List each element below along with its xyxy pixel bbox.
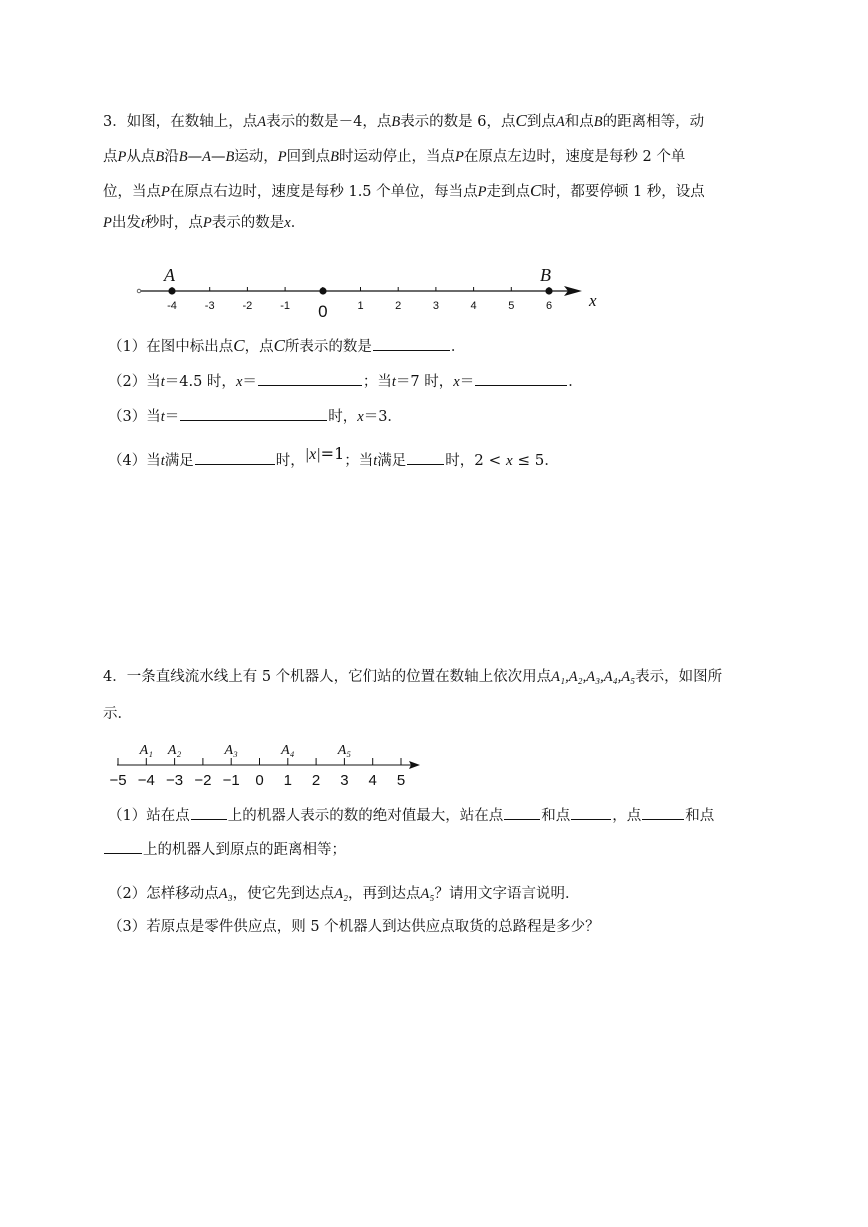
tick-label: −4 xyxy=(137,772,155,789)
point-label: A₁ xyxy=(139,743,154,758)
point-A-dot xyxy=(168,287,175,294)
tick-label: 5 xyxy=(508,300,515,312)
q4-sub-1-line-1: （1）站在点 上的机器人表示的数的绝对值最大，站在点 和点 ，点 和点 xyxy=(108,805,714,826)
axis-origin-circle xyxy=(137,289,141,293)
point-label: A₃ xyxy=(224,743,238,758)
tick-label: 2 xyxy=(311,772,321,789)
point-label: A₅ xyxy=(337,743,352,758)
tick-label: −3 xyxy=(166,772,184,789)
axis-x-label: x xyxy=(589,291,597,310)
tick-label: -2 xyxy=(242,300,253,312)
answer-blank[interactable] xyxy=(504,805,540,820)
answer-blank[interactable] xyxy=(407,450,444,465)
answer-blank[interactable] xyxy=(373,336,450,351)
tick-label: 3 xyxy=(340,772,349,789)
answer-blank[interactable] xyxy=(191,805,227,820)
tick-label: -4 xyxy=(167,300,177,312)
tick-label: 1 xyxy=(283,772,292,789)
answer-blank[interactable] xyxy=(180,406,327,421)
q3-stem-line-2: 点P从点B沿B—A—B运动，P回到点B时运动停止，当点P在原点左边时，速度是每秒 2 个单 xyxy=(103,149,686,165)
q3-stem-line-3: 位，当点P在原点右边时，速度是每秒 1.5 个单位，每当点P走到点C时，都要停顿 1 秒，设点 xyxy=(103,181,705,200)
q4-sub-1-line-2: 上的机器人到原点的距离相等； xyxy=(103,839,346,860)
point-B-label: B xyxy=(540,265,551,285)
q4-sub-3: （3）若原点是零件供应点，则 5 个机器人到达供应点取货的总路程是多少？ xyxy=(108,919,600,935)
point-label: A₄ xyxy=(281,743,295,758)
q4-sub-2: （2）怎样移动点A₃，使它先到达点A₂，再到达点A₅？请用文字语言说明． xyxy=(108,886,580,902)
q3-sub-2: （2）当t＝4.5 时，x＝ ；当t＝7 时，x＝ ． xyxy=(108,371,583,392)
q3-number-line xyxy=(0,262,868,322)
answer-blank[interactable] xyxy=(104,839,142,854)
q4-number-line xyxy=(0,735,868,795)
answer-blank[interactable] xyxy=(195,450,275,465)
tick-label: -3 xyxy=(204,300,215,312)
point-B-dot xyxy=(545,287,552,294)
q3-sub-4: （4）当t满足 时，|x|=1；当t满足 时，2 < x ≤ 5． xyxy=(108,444,559,469)
tick-label: 4 xyxy=(470,300,477,312)
point-A-label: A xyxy=(164,265,175,285)
q3-sub-1: （1）在图中标出点C，点C所表示的数是 ． xyxy=(108,336,466,355)
tick-label: 3 xyxy=(432,300,439,312)
q4-stem-line-2: 示． xyxy=(103,706,132,722)
q4-stem-line-1: 4．一条直线流水线上有 5 个机器人，它们站的位置在数轴上依次用点A₁,A₂,A₃,A₄,A₅表示，如图所 xyxy=(103,669,723,685)
tick-label: 6 xyxy=(545,300,553,312)
tick-label: 2 xyxy=(395,300,402,312)
point-O-dot xyxy=(319,287,326,294)
answer-blank[interactable] xyxy=(258,371,362,386)
q3-stem-line-4: P出发t秒时，点P表示的数是x． xyxy=(103,215,306,231)
tick-label: 1 xyxy=(357,300,364,312)
q3-stem-line-1: 3．如图，在数轴上，点A表示的数是－4，点B表示的数是 6，点C到点A和点B的距离相等，动 xyxy=(103,111,705,130)
answer-blank[interactable] xyxy=(642,805,684,820)
q3-sub-3: （3）当t＝ 时，x＝3． xyxy=(108,406,402,427)
tick-label: 0 xyxy=(255,772,264,789)
tick-label: 5 xyxy=(396,772,406,789)
tick-label: −5 xyxy=(109,772,127,789)
tick-label: −1 xyxy=(222,772,240,789)
tick-label: 4 xyxy=(368,772,377,789)
answer-blank[interactable] xyxy=(475,371,567,386)
tick-label: 0 xyxy=(318,302,328,321)
tick-label: -1 xyxy=(280,300,290,312)
answer-blank[interactable] xyxy=(571,805,611,820)
tick-label: −2 xyxy=(194,772,212,789)
point-label: A₂ xyxy=(167,743,182,758)
